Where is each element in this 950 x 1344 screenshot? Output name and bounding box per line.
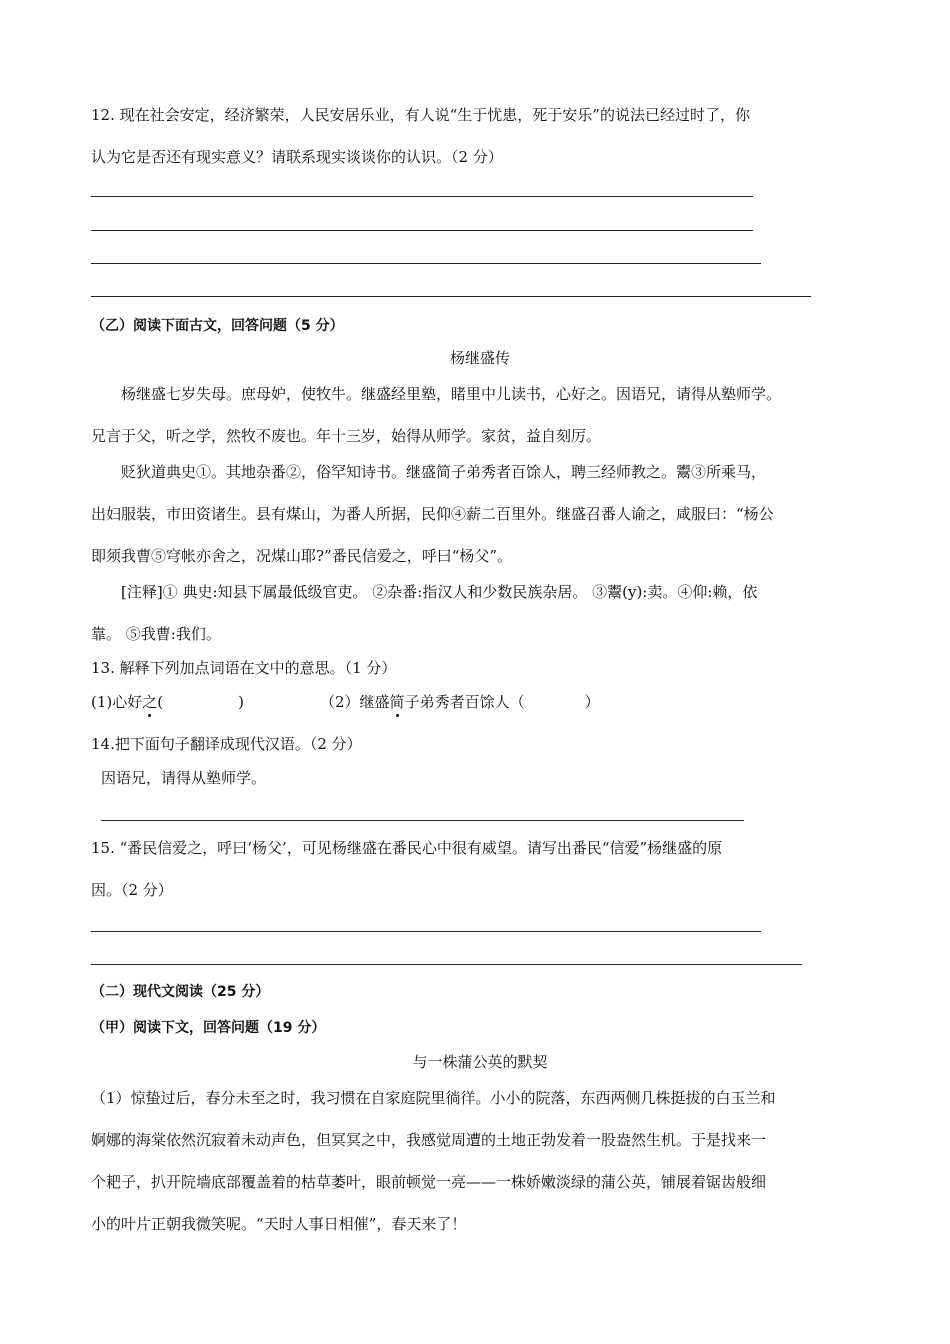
modern-p1-line-2: 婀娜的海棠依然沉寂着未动声色，但冥冥之中，我感觉周遭的土地正勃发着一股盎然生机。于是找来一 (91, 1131, 767, 1149)
passage-p2-line-1: 贬狄道典史①。其地杂番②，俗罕知诗书。继盛简子弟秀者百馀人，聘三经师教之。鬻③所乘马， (121, 463, 767, 481)
q15-line-2: 因。（2 分） (91, 881, 173, 899)
answer-line[interactable] (91, 196, 753, 197)
answer-line[interactable] (91, 964, 802, 965)
emphasis-dot-word: 简 (389, 693, 405, 711)
annotation-line-1: [注释]① 典史:知县下属最低级官吏。 ②杂番:指汉人和少数民族杂居。 ③鬻(y):卖。④仰:赖，依 (121, 583, 758, 601)
passage-title-dandelion: 与一株蒲公英的默契 (412, 1053, 548, 1071)
answer-line[interactable] (101, 820, 744, 821)
q12-line-1: 12. 现在社会安定，经济繁荣，人民安居乐业，有人说“生于忧患，死于安乐”的说法已经过时了，你 (91, 106, 750, 124)
passage-p2-line-2: 出妇服装，市田资诸生。县有煤山，为番人所据，民仰④薪二百里外。继盛召番人谕之，咸服曰：“杨公 (91, 505, 774, 523)
passage-p2-line-3: 即须我曹⑤穹帐亦舍之，况煤山耶?”番民信爱之，呼曰“杨父”。 (91, 547, 513, 565)
q14-sentence: 因语兄，请得从塾师学。 (101, 769, 267, 787)
section-jia-heading: （甲）阅读下文，回答问题（19 分） (91, 1020, 326, 1036)
section-yi-heading: （乙）阅读下面古文，回答问题（5 分） (91, 318, 344, 334)
answer-line[interactable] (91, 931, 761, 932)
modern-p1-line-1: （1）惊蛰过后，春分未至之时，我习惯在自家庭院里徜徉。小小的院落，东西两侧几株挺拔的白玉兰和 (91, 1089, 776, 1107)
q15-line-1: 15. “番民信爱之，呼曰‘杨父’，可见杨继盛在番民心中很有威望。请写出番民“信爱”杨继盛的原 (91, 839, 723, 857)
modern-p1-line-4: 小的叶片正朝我微笑呢。“天时人事日相催”，春天来了！ (91, 1215, 467, 1233)
answer-line[interactable] (91, 263, 761, 264)
q12-line-2: 认为它是否还有现实意义？请联系现实谈谈你的认识。（2 分） (91, 148, 503, 166)
q13-item-2-text: （2）继盛 (320, 693, 390, 711)
q13-stem: 13. 解释下列加点词语在文中的意思。（1 分） (91, 659, 397, 677)
emphasis-dot-word: 之 (142, 693, 158, 711)
q13-item-1 (91, 691, 244, 712)
q13-item-1-text: (1)心好 (91, 693, 143, 711)
q14-stem: 14.把下面句子翻译成现代汉语。（2 分） (91, 735, 362, 753)
passage-p1-line-1: 杨继盛七岁失母。庶母妒，使牧牛。继盛经里塾，睹里中儿读书，心好之。因语兄，请得从塾师学。 (121, 385, 782, 403)
answer-line[interactable] (91, 296, 811, 297)
annotation-line-2: 靠。 ⑤我曹:我们。 (91, 625, 221, 643)
q13-item-2-blank[interactable]: 子弟秀者百馀人（ ） (404, 693, 600, 711)
q13-item-2 (320, 691, 600, 712)
passage-p1-line-2: 兄言于父，听之学，然牧不废也。年十三岁，始得从师学。家贫，益自刻厉。 (91, 427, 602, 445)
q13-item-1-blank[interactable]: ( ) (157, 693, 244, 711)
answer-line[interactable] (91, 230, 753, 231)
modern-p1-line-3: 个耙子，扒开院墙底部覆盖着的枯草萎叶，眼前顿觉一亮——一株娇嫩淡绿的蒲公英，铺展着锯齿般细 (91, 1173, 767, 1191)
section-er-heading: （二）现代文阅读（25 分） (91, 984, 270, 1000)
passage-title-yang: 杨继盛传 (449, 349, 510, 367)
